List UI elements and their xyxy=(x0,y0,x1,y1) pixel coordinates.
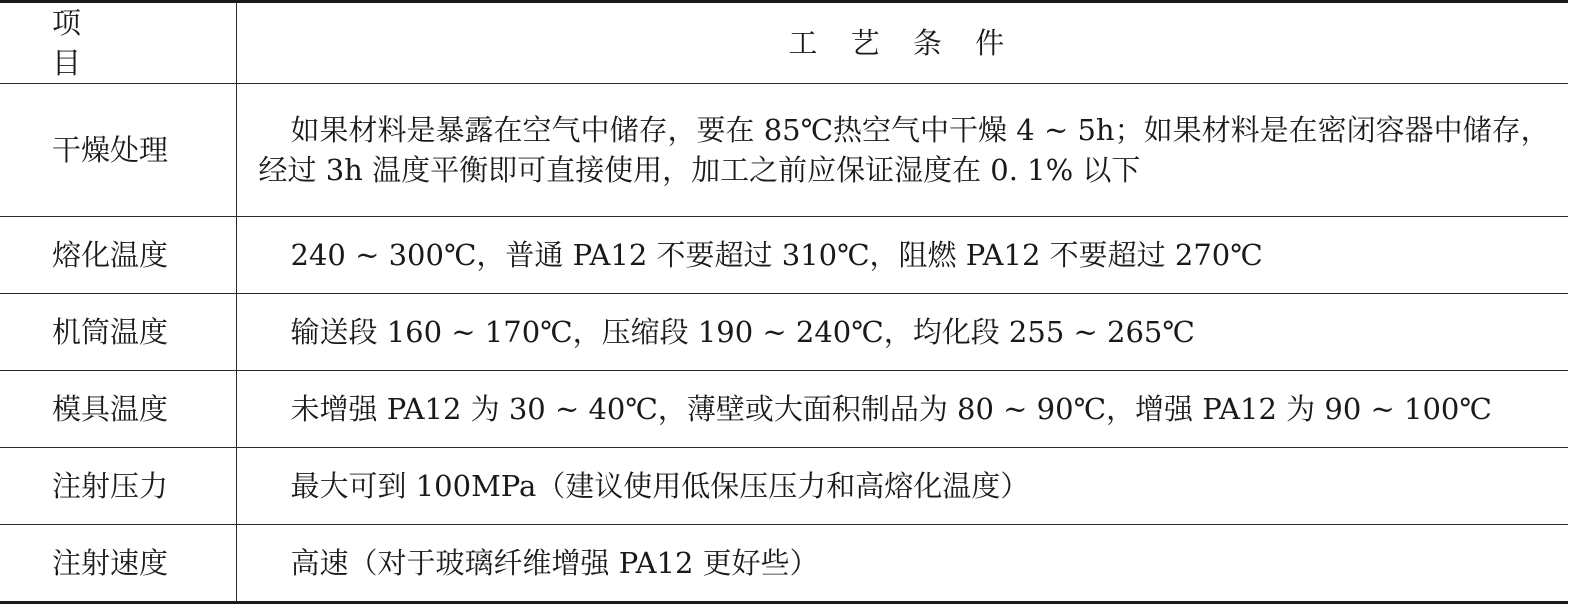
row-label: 注射压力 xyxy=(0,448,236,525)
row-value xyxy=(236,448,1568,525)
row-value-text: 未增强 PA12 为 30 ~ 40℃，薄壁或大面积制品为 80 ~ 90℃，增强 PA12 为 90 ~ 100℃ xyxy=(290,392,1492,426)
table-row xyxy=(0,448,1568,525)
table-row xyxy=(0,84,1568,217)
row-value-text: 高速（对于玻璃纤维增强 PA12 更好些） xyxy=(290,546,819,580)
row-value-text: 240 ~ 300℃，普通 PA12 不要超过 310℃，阻燃 PA12 不要超过 270℃ xyxy=(290,238,1263,272)
table-row xyxy=(0,217,1568,294)
table-row xyxy=(0,525,1568,603)
row-label: 熔化温度 xyxy=(0,217,236,294)
table-header-row xyxy=(0,2,1568,84)
row-label: 干燥处理 xyxy=(0,84,236,217)
row-label: 模具温度 xyxy=(0,371,236,448)
table-row xyxy=(0,371,1568,448)
table-row xyxy=(0,294,1568,371)
row-value-text: 输送段 160 ~ 170℃，压缩段 190 ~ 240℃，均化段 255 ~ 265℃ xyxy=(290,315,1195,349)
row-value xyxy=(236,371,1568,448)
row-value xyxy=(236,525,1568,603)
row-value xyxy=(236,217,1568,294)
row-value xyxy=(236,294,1568,371)
row-label: 机筒温度 xyxy=(0,294,236,371)
row-label: 注射速度 xyxy=(0,525,236,603)
row-value-text: 最大可到 100MPa（建议使用低保压压力和高熔化温度） xyxy=(290,469,1030,503)
row-value xyxy=(236,84,1568,217)
row-value-text: 如果材料是暴露在空气中储存，要在 85℃热空气中干燥 4 ~ 5h；如果材料是在密闭容器中储存，经过 3h 温度平衡即可直接使用，加工之前应保证湿度在 0. 1% 以下 xyxy=(258,113,1550,187)
header-condition: 工 艺 条 件 xyxy=(236,2,1568,84)
header-item: 项 目 xyxy=(0,2,236,84)
